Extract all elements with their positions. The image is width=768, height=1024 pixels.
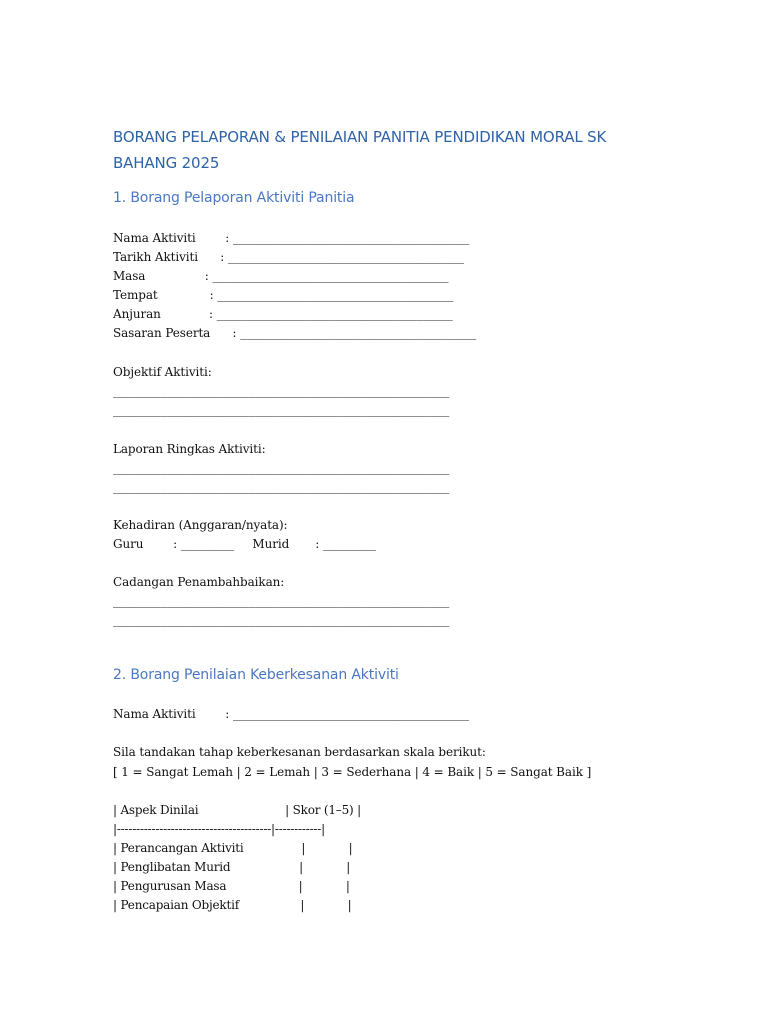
table-row: | Perancangan Aktiviti | | [113,841,353,855]
field-tempat: Tempat : ________________________________________ [113,288,454,302]
instruction-text: Sila tandakan tahap keberkesanan berdasarkan skala berikut: [113,745,486,759]
table-header-row: | Aspek Dinilai | Skor (1–5) | [113,803,361,817]
field-nama-aktiviti-2: Nama Aktiviti : ________________________________________ [113,707,469,721]
table-row: | Pencapaian Objektif | | [113,898,352,912]
field-masa: Masa : ________________________________________ [113,269,449,283]
laporan-label: Laporan Ringkas Aktiviti: [113,442,266,456]
cadangan-line-2: _________________________________________________________ [113,613,450,627]
field-nama-aktiviti: Nama Aktiviti : ________________________________________ [113,231,469,245]
table-row: | Pengurusan Masa | | [113,879,350,893]
objektif-line-2: _________________________________________________________ [113,403,450,417]
document-title: BORANG PELAPORAN & PENILAIAN PANITIA PENDIDIKAN MORAL SK BAHANG 2025 [113,128,607,172]
table-row: | Penglibatan Murid | | [113,860,351,874]
section-2-heading: 2. Borang Penilaian Keberkesanan Aktiviti [113,667,399,683]
field-anjuran: Anjuran : ________________________________________ [113,307,453,321]
field-sasaran-peserta: Sasaran Peserta : ________________________________________ [113,326,477,340]
kehadiran-label: Kehadiran (Anggaran/nyata): [113,518,288,532]
laporan-line-1: _________________________________________________________ [113,461,450,475]
cadangan-label: Cadangan Penambahbaikan: [113,575,285,589]
objektif-label: Objektif Aktiviti: [113,365,212,379]
rating-scale: [ 1 = Sangat Lemah | 2 = Lemah | 3 = Sederhana | 4 = Baik | 5 = Sangat Baik ] [113,765,592,779]
field-tarikh-aktiviti: Tarikh Aktiviti : ________________________________________ [113,250,464,264]
table-separator-row: |----------------------------------------|------------| [113,822,325,836]
cadangan-line-1: _________________________________________________________ [113,594,450,608]
kehadiran-line: Guru : _________ Murid : _________ [113,537,376,551]
section-1-heading: 1. Borang Pelaporan Aktiviti Panitia [113,190,355,206]
objektif-line-1: _________________________________________________________ [113,384,450,398]
laporan-line-2: _________________________________________________________ [113,480,450,494]
